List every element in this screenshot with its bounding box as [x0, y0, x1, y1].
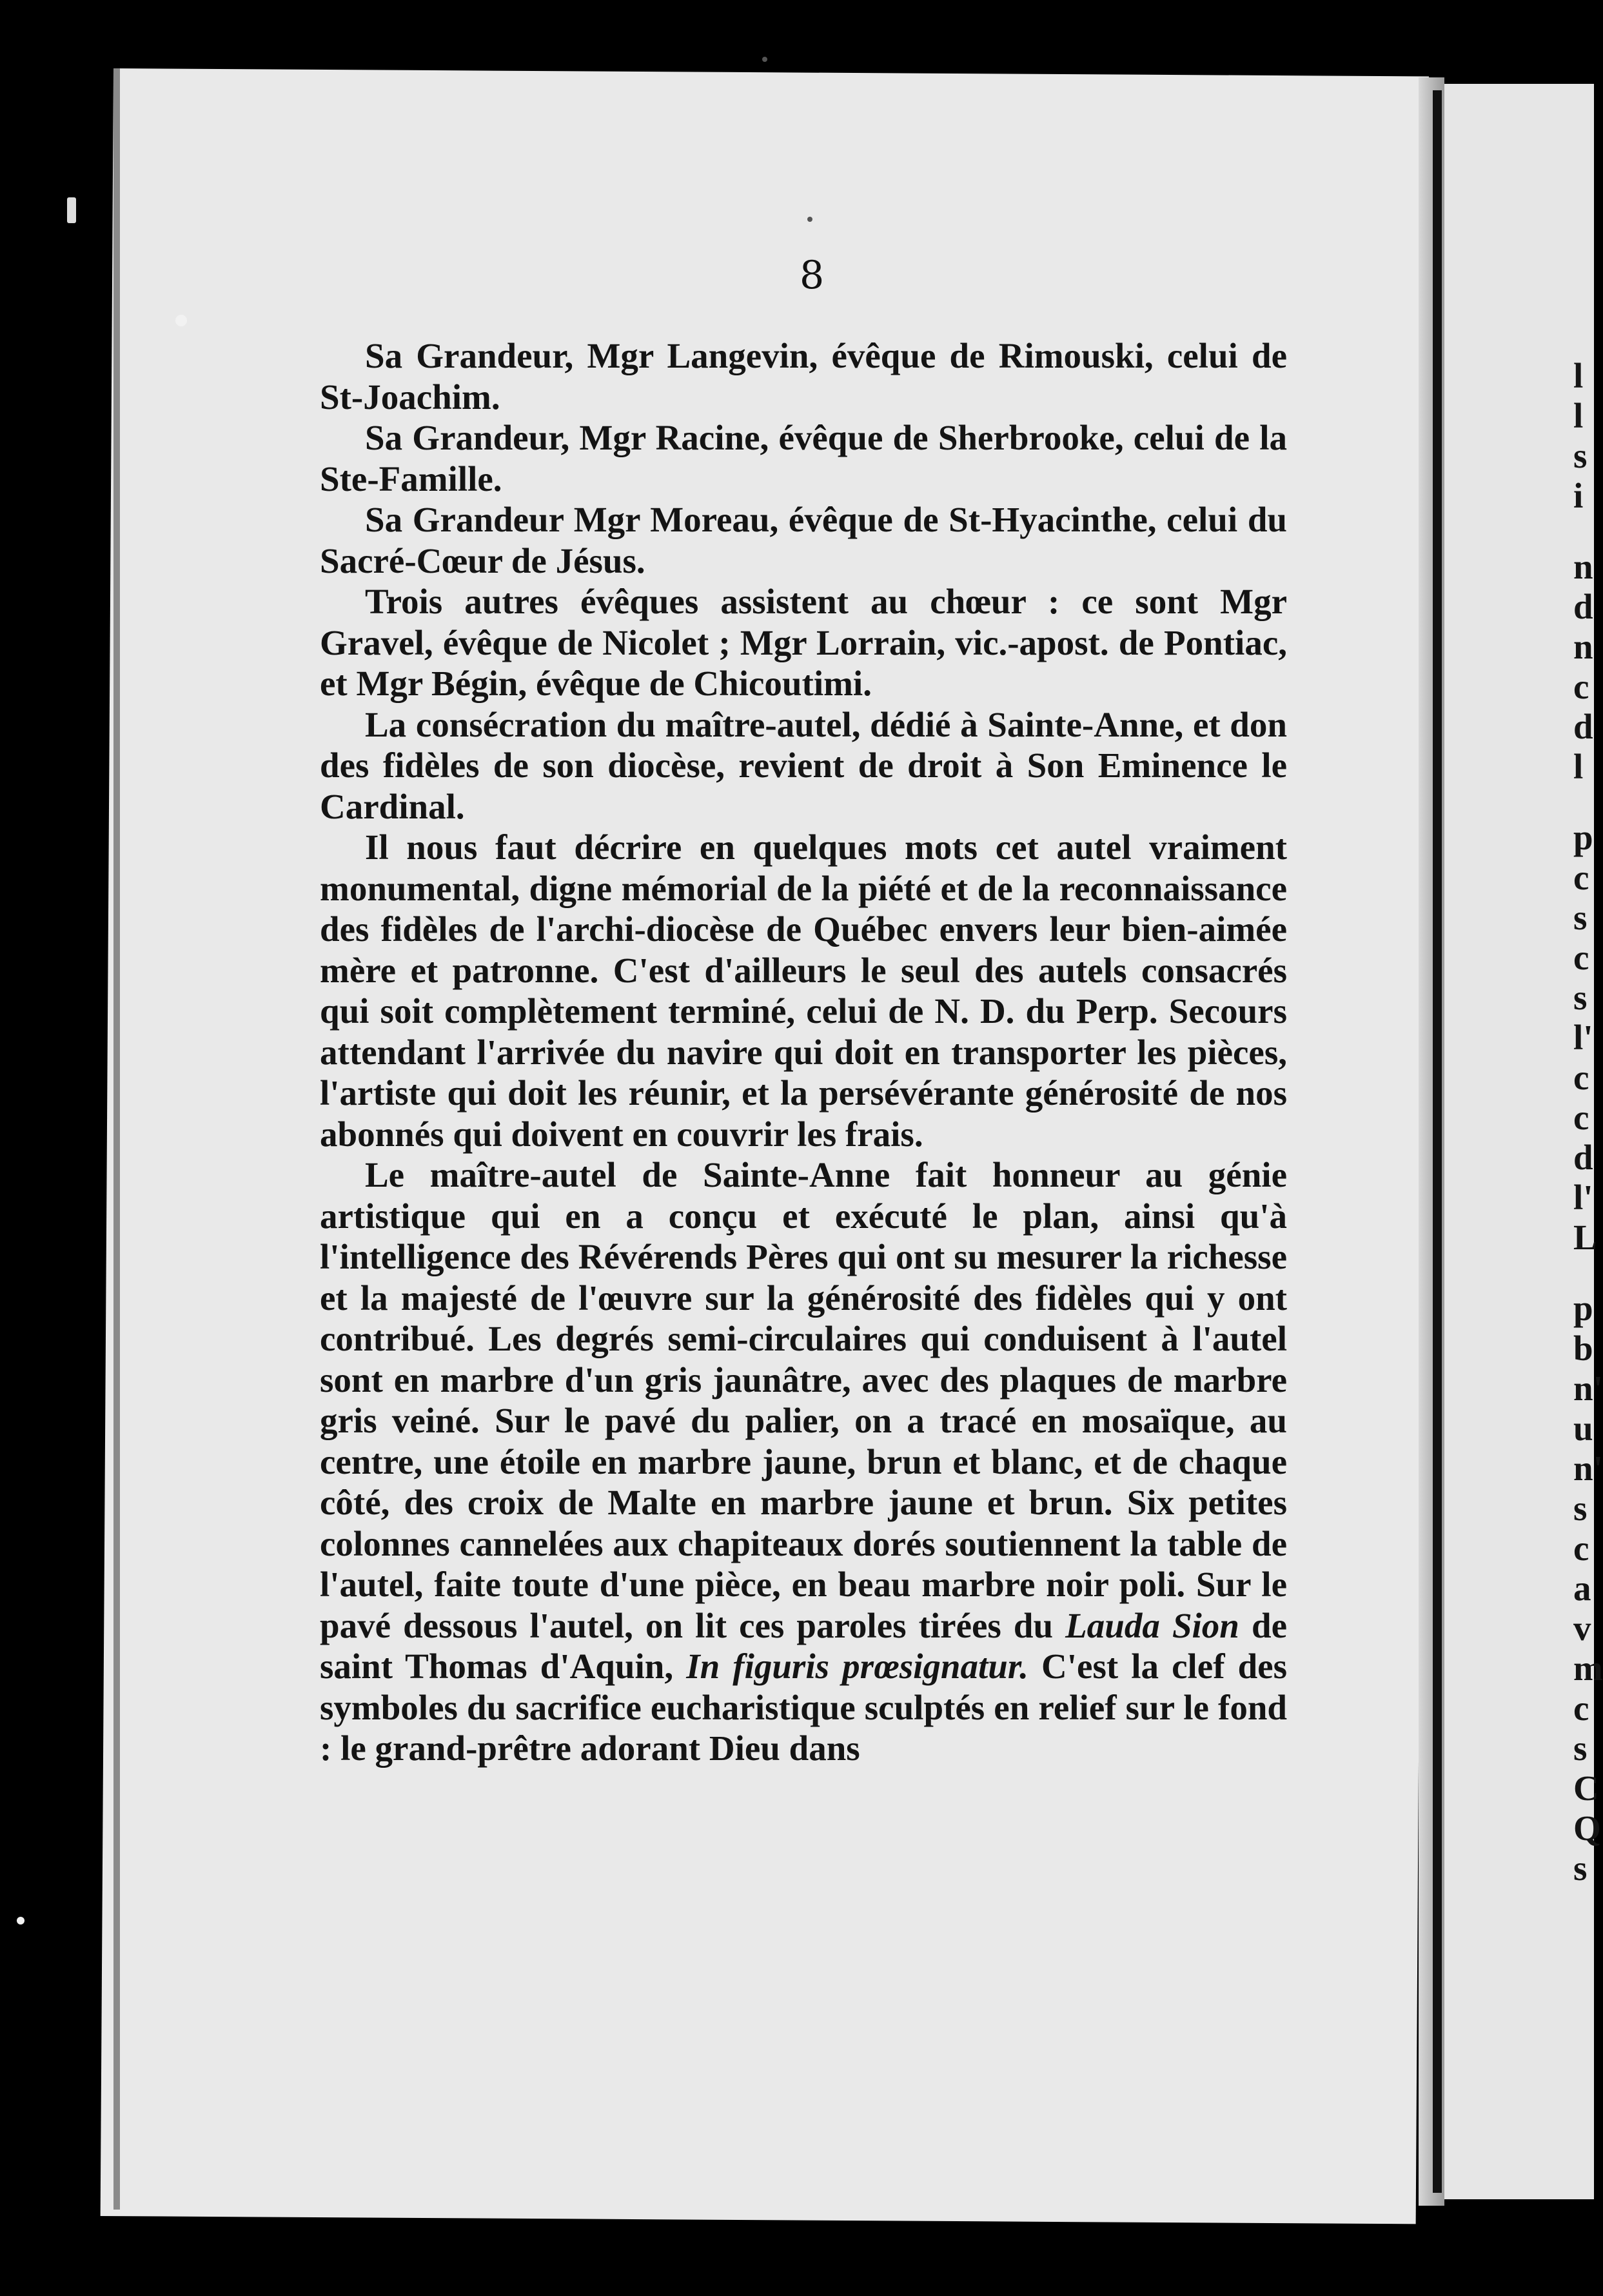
gutter-line [1433, 90, 1442, 2193]
paragraph-text: de saint Thomas d'Aquin, [320, 1605, 1287, 1686]
speck [807, 217, 812, 222]
right-page-line-fragment: p [1573, 818, 1593, 857]
right-page-line-fragment: L [1573, 1218, 1597, 1257]
right-page-line-fragment: s [1573, 898, 1588, 937]
right-page-line-fragment: m [1573, 1648, 1603, 1688]
right-page-line-fragment: c [1573, 1529, 1589, 1568]
right-page-line-fragment: l [1573, 356, 1584, 395]
paragraph: La consécration du maître-autel, dédié à Sainte-Anne, et don des fidèles de son diocèse, revient de droit à Son Eminence le Cardinal. [320, 704, 1287, 826]
right-page-line-fragment: c [1573, 858, 1589, 897]
right-page-line-fragment: s [1573, 436, 1588, 475]
paragraph: Il nous faut décrire en quelques mots cet autel vraiment monumental, digne mémorial de la piété et de la reconnaissance des fidèles de l'archi-diocèse de Québec envers leur bien-aimée mère et patronne. C'est d'ailleurs le seul des autels consacrés qui soit complètement terminé, celui de N. D. du Perp. Secours attendant l'arrivée du navire qui doit en transporter les pièces, l'artiste qui doit les réunir, et la persévérante générosité de nos abonnés qui doivent en couvrir les frais. [320, 827, 1287, 1154]
right-page-line-fragment: c [1573, 1688, 1589, 1728]
right-page-line-fragment: i [1573, 476, 1584, 515]
right-page-line-fragment: s [1573, 1489, 1588, 1528]
right-page-line-fragment [1573, 787, 1603, 818]
right-page-line-fragment: C [1573, 1768, 1599, 1808]
right-page-line-fragment: n' [1573, 1449, 1603, 1488]
right-page-line-fragment: b [1573, 1329, 1593, 1368]
right-page-line-fragment: u [1573, 1409, 1593, 1448]
speck [17, 1917, 25, 1925]
italic-latin-phrase: In figuris prœsignatur. [686, 1647, 1028, 1686]
paragraph-text: Le maître-autel de Sainte-Anne fait honneur au génie artistique qui en a conçu et exécuté le plan, ainsi qu'à l'intelligence des Révérends Pères qui ont su mesurer la richesse et la majesté de l'œuvre sur la générosité des fidèles qui y ont contribué. Les degrés semi-circulaires qui conduisent à l'autel sont en marbre d'un gris jaunâtre, avec des plaques de marbre gris veiné. Sur le pavé du palier, on a tracé en mosaïque, au centre, une étoile en marbre jaune, brun et blanc, et de chaque côté, des croix de Malte en marbre jaune et brun. Six petites colonnes cannelées aux chapiteaux dorés soutiennent la table de l'autel, faite toute d'une pièce, en beau marbre noir poli. Sur le pavé dessous l'autel, on lit ces paroles tirées du [320, 1155, 1287, 1645]
right-page-line-fragment: s [1573, 978, 1588, 1017]
body-text [320, 335, 1287, 1769]
paragraph: Sa Grandeur Mgr Moreau, évêque de St-Hyacinthe, celui du Sacré-Cœur de Jésus. [320, 500, 1287, 580]
right-page-line-fragment: n [1573, 547, 1593, 586]
page-edge [113, 68, 120, 2210]
right-page-line-fragment: d [1573, 1138, 1593, 1177]
right-page-line-fragment: l' [1573, 1178, 1593, 1217]
right-page-line-fragment: c [1573, 1058, 1589, 1097]
right-page-line-fragment: Q [1573, 1808, 1601, 1848]
right-page-line-fragment: d [1573, 707, 1593, 746]
italic-title: Lauda Sion [1065, 1605, 1239, 1645]
right-page-line-fragment: c [1573, 667, 1589, 706]
right-page-line-fragment: v [1573, 1608, 1591, 1648]
right-page-line-fragment: s [1573, 1728, 1588, 1768]
right-page-line-fragment: c [1573, 1098, 1589, 1137]
right-page-line-fragment: l [1573, 747, 1584, 786]
right-page-line-fragment: s [1573, 1848, 1588, 1888]
right-page-line-fragment: l [1573, 396, 1584, 435]
right-page-line-fragment [1573, 1258, 1603, 1289]
right-page-line-fragment: l' [1573, 1018, 1593, 1057]
paragraph: Sa Grandeur, Mgr Racine, évêque de Sherbrooke, celui de la Ste-Famille. [320, 418, 1287, 499]
paragraph: Sa Grandeur, Mgr Langevin, évêque de Rimouski, celui de St-Joachim. [320, 336, 1287, 417]
right-page-line-fragment: n [1573, 627, 1593, 666]
right-page-line-fragment: n' [1573, 1369, 1603, 1408]
right-page-line-fragment: p [1573, 1289, 1593, 1328]
speck [175, 315, 187, 326]
right-page-line-fragment [1573, 516, 1603, 547]
right-page-line-fragment: a [1573, 1569, 1591, 1608]
right-page-fragments [1573, 356, 1603, 1888]
page-number: 8 [800, 253, 825, 298]
paragraph: Trois autres évêques assistent au chœur : ce sont Mgr Gravel, évêque de Nicolet ; Mgr Lorrain, vic.-apost. de Pontiac, et Mgr Bégin, évêque de Chicoutimi. [320, 582, 1287, 703]
speck [762, 57, 767, 62]
paragraph-text: C'est la clef des symboles du sacrifice eucharistique sculptés en relief sur le fond : le grand-prêtre adorant Dieu dans [320, 1647, 1287, 1768]
right-page-line-fragment: c [1573, 938, 1589, 977]
right-page [1444, 84, 1594, 2199]
margin-mark [67, 197, 76, 223]
paragraph [320, 1154, 1287, 1769]
right-page-line-fragment: d [1573, 587, 1593, 626]
